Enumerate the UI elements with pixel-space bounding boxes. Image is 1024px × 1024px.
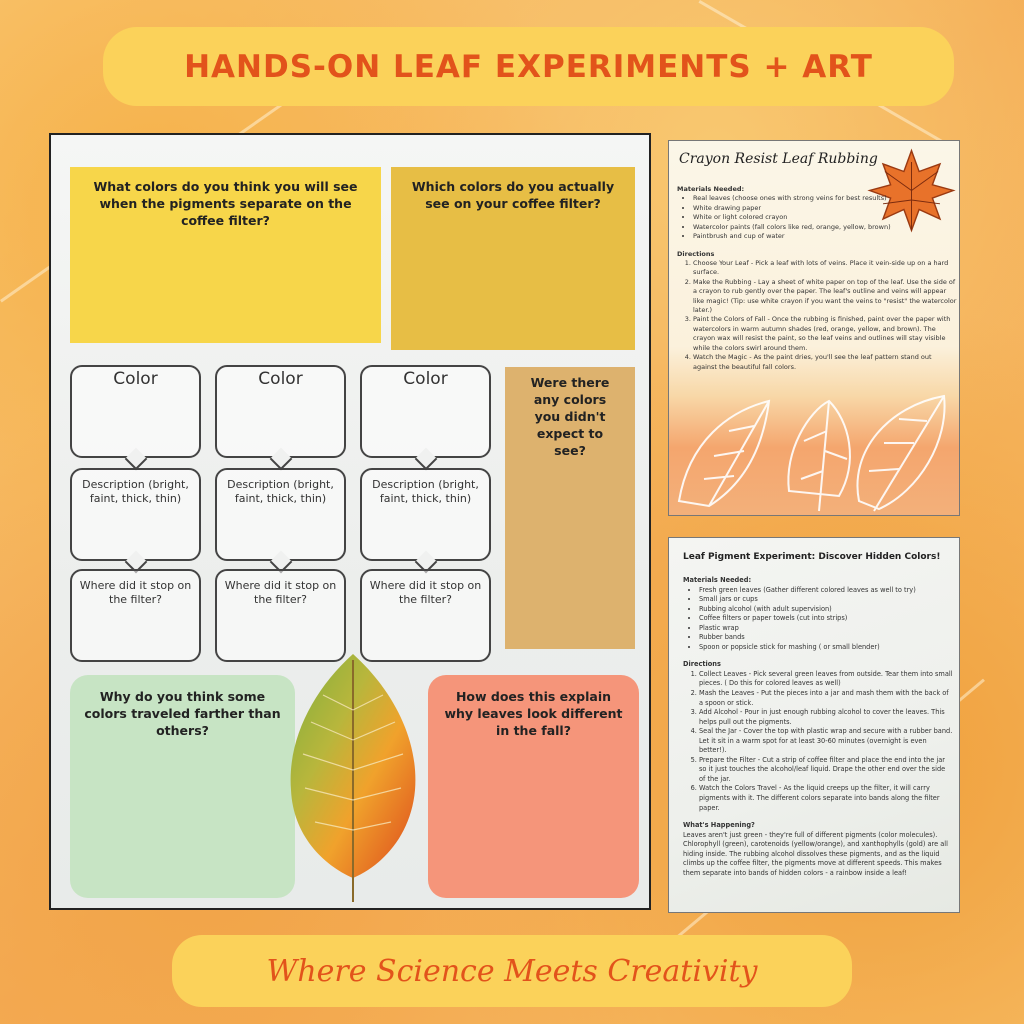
- watercolor-leaf-illustration: [283, 650, 423, 905]
- crayon-card-body: [677, 185, 957, 372]
- crayon-card-title: Crayon Resist Leaf Rubbing: [679, 151, 878, 167]
- list-item: • Fresh green leaves (Gather different colored leaves as well to try): [699, 586, 953, 596]
- list-item: 3. Add Alcohol - Pour in just enough rubbing alcohol to cover the leaves. This helps pull out the pigments.: [699, 708, 953, 727]
- list-item: • Small jars or cups: [699, 595, 953, 605]
- list-item: • Watercolor paints (fall colors like red, orange, yellow, brown): [693, 223, 957, 232]
- list-item: • Plastic wrap: [699, 624, 953, 634]
- actual-colors-box: Which colors do you actually see on your coffee filter?: [391, 167, 635, 350]
- predict-colors-box: What colors do you think you will see when the pigments separate on the coffee filter?: [70, 167, 381, 343]
- list-item: 5. Prepare the Filter - Cut a strip of coffee filter and place the end into the jar so it just touches the alcohol/leaf liquid. Drape the other end over the side of the jar.: [699, 756, 953, 785]
- leaf-pigment-card: [668, 537, 960, 913]
- list-item: 2. Make the Rubbing - Lay a sheet of white paper on top of the leaf. Use the side of a crayon to rub gently over the paper. The leaf's outline and veins will appear like magic! (Tip: use white crayon if you want the veins to "resist" the watercolor later.): [693, 278, 957, 316]
- pigment-card-title: Leaf Pigment Experiment: Discover Hidden Colors!: [683, 552, 941, 562]
- list-item: 1. Collect Leaves - Pick several green leaves from outside. Tear them into small pieces. ( Do this for colored leaves as well): [699, 670, 953, 689]
- pigment-directions-heading: Directions: [683, 660, 721, 669]
- list-item: • Rubber bands: [699, 633, 953, 643]
- footer-banner: [172, 935, 852, 1007]
- color-bubble-1: Color: [70, 365, 201, 458]
- list-item: 4. Watch the Magic - As the paint dries, you'll see the leaf pattern stand out against the beautiful fall colors.: [693, 353, 957, 372]
- list-item: • Paintbrush and cup of water: [693, 232, 957, 241]
- list-item: • White drawing paper: [693, 204, 957, 213]
- description-bubble-2: Description (bright, faint, thick, thin): [215, 468, 346, 561]
- stop-bubble-1: Where did it stop on the filter?: [70, 569, 201, 662]
- worksheet: [49, 133, 651, 910]
- stop-bubble-3: Where did it stop on the filter?: [360, 569, 491, 662]
- banner-title: HANDS-ON LEAF EXPERIMENTS + ART: [184, 48, 873, 85]
- color-bubble-3: Color: [360, 365, 491, 458]
- description-bubble-1: Description (bright, faint, thick, thin): [70, 468, 201, 561]
- pigment-card-body: [683, 576, 953, 878]
- traveled-farther-box: Why do you think some colors traveled farther than others?: [70, 675, 295, 898]
- pigment-materials-heading: Materials Needed:: [683, 576, 752, 584]
- pigment-happening-text: Leaves aren't just green - they're full of different pigments (color molecules). Chlorophyll (green), carotenoids (yellow/orange), and xanthophylls (gold) are all hiding inside. The rubbing alcohol dissolves these pigments, and as the liquid climbs up the coffee filter, the pigments move at different speeds. This makes them separate into bands of hidden colors - a rainbow inside a leaf!: [683, 830, 948, 877]
- footer-tagline: Where Science Meets Creativity: [266, 953, 758, 989]
- list-item: 2. Mash the Leaves - Put the pieces into a jar and mash them with the back of a spoon or stick.: [699, 689, 953, 708]
- list-item: • Spoon or popsicle stick for mashing ( or small blender): [699, 643, 953, 653]
- description-bubble-3: Description (bright, faint, thick, thin): [360, 468, 491, 561]
- unexpected-colors-box: Were there any colors you didn't expect to see?: [505, 367, 635, 649]
- crayon-materials-heading: Materials Needed:: [677, 185, 745, 193]
- list-item: 6. Watch the Colors Travel - As the liquid creeps up the filter, it will carry pigments with it. The different colors separate into bands along the filter paper.: [699, 784, 953, 813]
- list-item: • Real leaves (choose ones with strong veins for best results): [693, 194, 957, 203]
- fall-leaves-box: How does this explain why leaves look different in the fall?: [428, 675, 639, 898]
- list-item: • Coffee filters or paper towels (cut into strips): [699, 614, 953, 624]
- crayon-directions-heading: Directions: [677, 249, 715, 258]
- list-item: 1. Choose Your Leaf - Pick a leaf with lots of veins. Place it vein-side up on a hard surface.: [693, 259, 957, 278]
- list-item: 3. Paint the Colors of Fall - Once the rubbing is finished, paint over the paper with watercolors in warm autumn shades (red, orange, yellow, and brown). The crayon wax will resist the paint, so the leaf veins and outlines will stay visible while the colors swirl around them.: [693, 315, 957, 353]
- title-banner: [103, 27, 954, 106]
- list-item: 4. Seal the Jar - Cover the top with plastic wrap and secure with a rubber band. Let it sit in a warm spot for at least 30-60 minutes (overnight is even better!).: [699, 727, 953, 756]
- color-bubble-2: Color: [215, 365, 346, 458]
- list-item: • Rubbing alcohol (with adult supervision): [699, 605, 953, 615]
- list-item: • White or light colored crayon: [693, 213, 957, 222]
- pigment-happening-heading: What's Happening?: [683, 821, 755, 830]
- stop-bubble-2: Where did it stop on the filter?: [215, 569, 346, 662]
- leaf-outline-illustration: [669, 381, 960, 516]
- crayon-resist-card: [668, 140, 960, 516]
